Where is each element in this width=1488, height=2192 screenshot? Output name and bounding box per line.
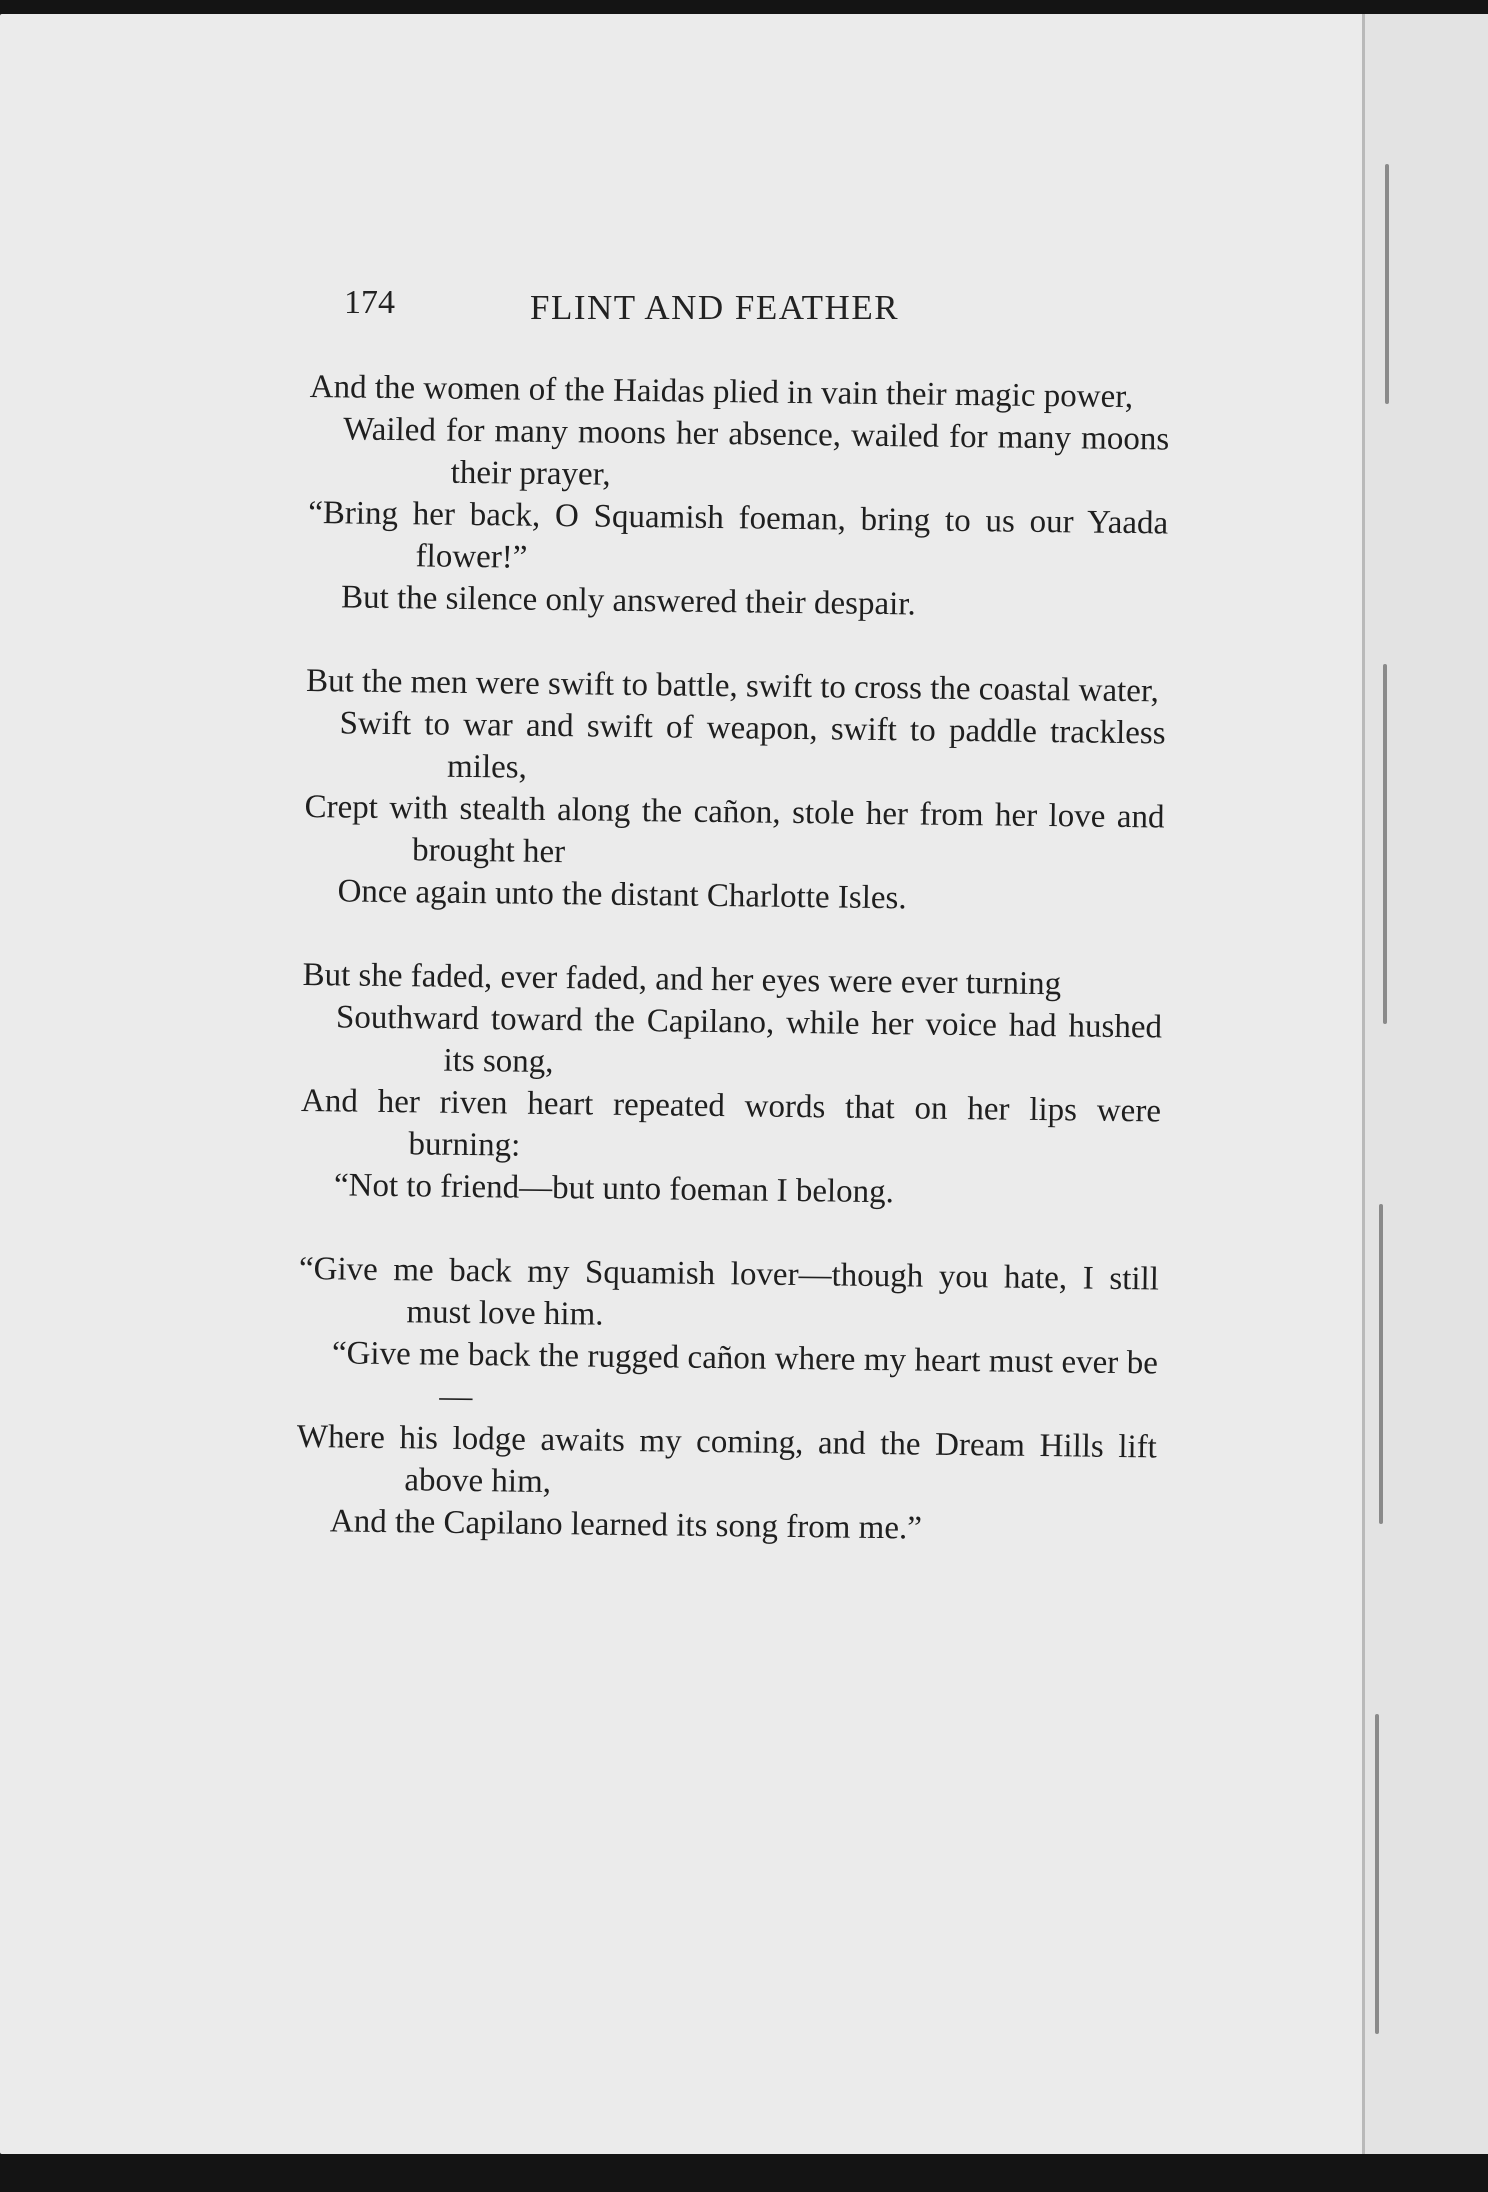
page-edge-line: [1375, 1714, 1379, 2034]
stanza: [307, 366, 1170, 628]
running-head: [344, 284, 1164, 334]
poem-line: And the Capilano learned its song from me.”: [329, 1503, 923, 1547]
poem-line: “Give me back the rugged cañon where my heart must ever be—: [331, 1335, 1159, 1416]
page-number: 174: [344, 284, 395, 321]
poem-body: [295, 366, 1170, 1594]
poem-line: But the silence only answered their despair.: [340, 579, 916, 623]
stanza: [303, 660, 1166, 922]
poem-line: Swift to war and swift of weapon, swift to paddle trackless miles,: [339, 705, 1166, 786]
poem-line: Wailed for many moons her absence, wailed for many moons their prayer,: [343, 411, 1170, 493]
page-edge-line: [1385, 164, 1389, 404]
page-edge-line: [1383, 664, 1387, 1024]
poem-line: Crept with stealth along the cañon, stole her from her love and brought her: [304, 788, 1165, 871]
poem-line: “Give me back my Squamish lover—though you hate, I still must love him.: [298, 1250, 1160, 1333]
poem-line: “Bring her back, O Squamish foeman, bring to us our Yaada flower!”: [307, 494, 1169, 576]
poem-line: Once again unto the distant Charlotte Isles.: [337, 873, 907, 917]
poem-line: And the women of the Haidas plied in vain their magic power,: [309, 368, 1134, 416]
poem-line: “Not to friend—but unto foeman I belong.: [333, 1167, 895, 1211]
poem-line: Southward toward the Capilano, while her voice had hushed its song,: [335, 999, 1163, 1081]
stanza: [296, 1248, 1160, 1552]
poem-line: But the men were swift to battle, swift to cross the coastal water,: [305, 662, 1160, 710]
poem-line: Where his lodge awaits my coming, and the Dream Hills lift above him,: [296, 1418, 1158, 1501]
poem-line: And her riven heart repeated words that on her lips were burning:: [300, 1082, 1162, 1164]
stanza: [300, 954, 1163, 1216]
page-title: FLINT AND FEATHER: [530, 288, 900, 327]
page-edge-line: [1379, 1204, 1383, 1524]
page-edge: [1362, 14, 1488, 2154]
poem-line: But she faded, ever faded, and her eyes were ever turning: [302, 956, 1062, 1003]
